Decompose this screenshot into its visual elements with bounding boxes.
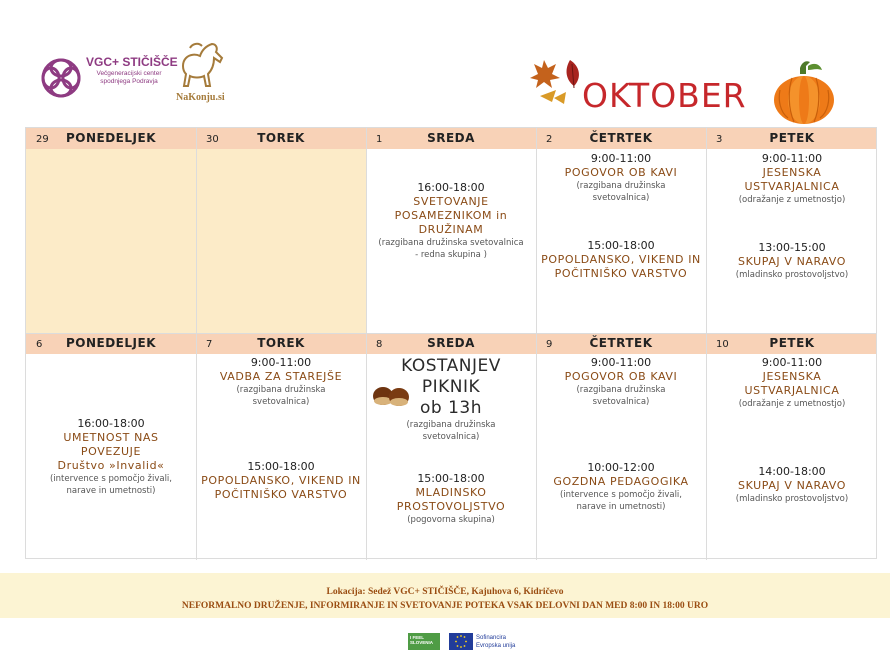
badge-text: I FEEL SLOVENIA [410, 635, 434, 645]
event [536, 356, 706, 408]
autumn-leaves-icon [530, 52, 588, 112]
day-number: 9 [546, 339, 553, 350]
day-name: SREDA [427, 336, 475, 350]
event [536, 152, 706, 204]
month-header [530, 52, 850, 127]
event-desc: (mladinsko prostovoljstvo) [735, 494, 849, 504]
event-desc: (intervence s pomočjo živali, narave in umetnosti) [559, 490, 682, 512]
day-name: PETEK [769, 131, 815, 145]
special-title-line2: PIKNIK [421, 377, 481, 397]
day-name: ČETRTEK [589, 336, 653, 350]
calendar-grid [25, 127, 877, 559]
day-cell [26, 354, 196, 560]
partner-name: NaKonju.si [176, 92, 225, 103]
day-cell [196, 354, 366, 560]
vgc-knot-icon [38, 50, 84, 106]
opening-hours-text: NEFORMALNO DRUŽENJE, INFORMIRANJE IN SVETOVANJE POTEKA VSAK DELOVNI DAN MED 8:00 IN 18:00 URO [181, 601, 709, 611]
event [26, 417, 196, 497]
event [706, 152, 878, 206]
event-time: 9:00-11:00 [761, 356, 823, 369]
event-name: POPOLDANSKO, VIKEND IN POČITNIŠKO VARSTVO [541, 253, 701, 280]
event-name: POGOVOR OB KAVI [564, 166, 678, 179]
event-time: 10:00-12:00 [587, 461, 655, 474]
eu-flag-icon [449, 633, 473, 650]
day-header [196, 128, 366, 149]
special-event [366, 356, 536, 443]
day-header [536, 333, 706, 354]
day-cell [366, 149, 536, 333]
empty-day-cell [26, 149, 196, 333]
event [366, 181, 536, 261]
day-number: 6 [36, 339, 43, 350]
nakonju-logo [172, 40, 236, 106]
day-name: TOREK [257, 336, 305, 350]
event-time: 9:00-11:00 [250, 356, 312, 369]
event-name: POGOVOR OB KAVI [564, 370, 678, 383]
day-name: PETEK [769, 336, 815, 350]
event-organizer: Društvo »Invalid« [57, 459, 165, 472]
org-subtitle: Večgeneracijski center spodnjega Podravja [96, 70, 162, 85]
event-name: SKUPAJ V NARAVO [738, 479, 846, 492]
day-header [366, 333, 536, 354]
event-name: POPOLDANSKO, VIKEND IN POČITNIŠKO VARSTVO [201, 474, 361, 501]
day-number: 1 [376, 134, 383, 145]
day-number: 29 [36, 134, 49, 145]
event [536, 239, 706, 281]
event-time: 15:00-18:00 [247, 460, 315, 473]
event-desc: (odražanje z umetnostjo) [738, 399, 846, 409]
day-name: ČETRTEK [589, 131, 653, 145]
event-name: SVETOVANJE POSAMEZNIKOM in DRUŽINAM [394, 195, 508, 236]
event-desc: (razgibana družinska svetovalnica) [406, 420, 496, 442]
event-desc: (odražanje z umetnostjo) [738, 195, 846, 205]
event-time: 16:00-18:00 [77, 417, 145, 430]
event-desc: (intervence s pomočjo živali, narave in umetnosti) [49, 474, 172, 496]
event-time: 15:00-18:00 [587, 239, 655, 252]
event-time: 9:00-11:00 [590, 152, 652, 165]
day-number: 3 [716, 134, 723, 145]
day-header [706, 128, 878, 149]
day-header [366, 128, 536, 149]
eu-text-line2: Evropska unija [476, 643, 516, 649]
event-time: 16:00-18:00 [417, 181, 485, 194]
event [196, 460, 366, 502]
event-name: UMETNOST NAS POVEZUJE [63, 431, 159, 458]
event-name: JESENSKA USTVARJALNICA [744, 166, 840, 193]
horse-icon [172, 40, 232, 92]
vgc-logo [38, 50, 178, 110]
event-desc: (razgibana družinska svetovalnica - redna skupina ) [378, 238, 524, 260]
eu-stars-icon [449, 633, 473, 650]
day-number: 10 [716, 339, 729, 350]
day-header [536, 128, 706, 149]
event [706, 241, 878, 281]
event-name: SKUPAJ V NARAVO [738, 255, 846, 268]
day-header [26, 333, 196, 354]
day-name: PONEDELJEK [65, 131, 156, 145]
day-number: 30 [206, 134, 219, 145]
org-name: VGC+ STIČIŠČE [86, 55, 178, 69]
footer-info [0, 573, 890, 618]
event-desc: (mladinsko prostovoljstvo) [735, 270, 849, 280]
location-text: Lokacija: Sedež VGC+ STIČIŠČE, Kajuhova 6, Kidričevo [326, 587, 564, 597]
day-name: PONEDELJEK [65, 336, 156, 350]
day-cell [366, 354, 536, 560]
empty-day-cell [196, 149, 366, 333]
event-time: 9:00-11:00 [590, 356, 652, 369]
day-name: TOREK [257, 131, 305, 145]
event-desc: (razgibana družinska svetovalnica) [576, 385, 666, 407]
special-time: ob 13h [419, 398, 482, 418]
pumpkin-icon [770, 58, 838, 126]
event-desc: (razgibana družinska svetovalnica) [236, 385, 326, 407]
event-desc: (razgibana družinska svetovalnica) [576, 181, 666, 203]
event [706, 465, 878, 505]
event [536, 461, 706, 513]
event [196, 356, 366, 408]
special-title-line1: KOSTANJEV [401, 356, 501, 376]
event-time: 14:00-18:00 [758, 465, 826, 478]
event-desc: (pogovorna skupina) [407, 515, 495, 525]
day-cell [706, 149, 878, 333]
day-cell [706, 354, 878, 560]
day-number: 2 [546, 134, 553, 145]
event-time: 9:00-11:00 [761, 152, 823, 165]
event-name: MLADINSKO PROSTOVOLJSTVO [396, 486, 506, 513]
event-name: JESENSKA USTVARJALNICA [744, 370, 840, 397]
day-header [26, 128, 196, 149]
i-feel-slovenia-badge [408, 633, 440, 650]
event-time: 13:00-15:00 [758, 241, 826, 254]
eu-text-line1: Sofinancira [476, 635, 507, 641]
day-header [196, 333, 366, 354]
day-name: SREDA [427, 131, 475, 145]
event-name: VADBA ZA STAREJŠE [219, 370, 343, 383]
day-number: 7 [206, 339, 213, 350]
event-time: 15:00-18:00 [417, 472, 485, 485]
event-name: GOZDNA PEDAGOGIKA [553, 475, 689, 488]
eu-cofunded-text [476, 634, 515, 650]
day-cell [536, 149, 706, 333]
day-number: 8 [376, 339, 383, 350]
event [706, 356, 878, 410]
month-title: OKTOBER [582, 76, 747, 115]
day-header [706, 333, 878, 354]
day-cell [536, 354, 706, 560]
event [366, 472, 536, 526]
